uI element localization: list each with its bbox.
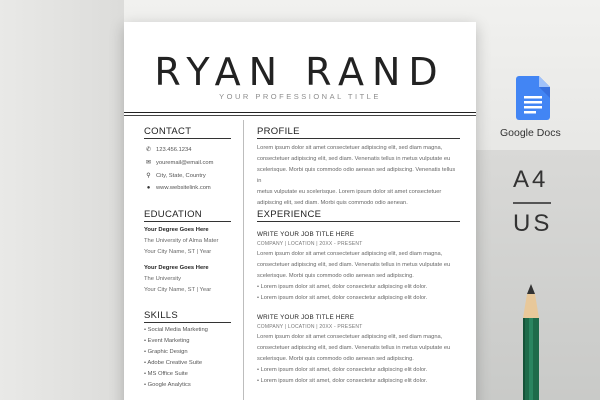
contact-heading: CONTACT bbox=[144, 126, 192, 137]
pencil-icon bbox=[516, 284, 546, 400]
experience-underline bbox=[257, 221, 460, 222]
skill-item: • Google Analytics bbox=[144, 382, 191, 388]
contact-website bbox=[144, 185, 211, 191]
job-description-2: Lorem ipsum dolor sit amet consectetuer adipiscing elit, sed diam magna, consectetuer adipiscing elit, sed diam. Venenatis tellus in metus vulputate eu scelerisque. Morbi quis commodo odio aenean sed adipiscing. • Lorem ipsum dolor sit amet, dolor consectetur adipiscing elit dolor. • Lorem ipsum dolor sit amet, dolor consectetur adipiscing elit dolor. bbox=[257, 332, 460, 387]
education-underline bbox=[144, 221, 231, 222]
contact-email bbox=[144, 159, 213, 166]
job-meta-2: COMPANY | LOCATION | 20XX - PRESENT bbox=[257, 324, 363, 330]
job-bullet: • Lorem ipsum dolor sit amet, dolor consectetur adipiscing elit dolor. bbox=[257, 294, 428, 301]
email-icon: ✉ bbox=[145, 160, 152, 166]
paper-size-divider bbox=[513, 202, 551, 204]
skill-item: • Adobe Creative Suite bbox=[144, 360, 203, 366]
job-meta-1: COMPANY | LOCATION | 20XX - PRESENT bbox=[257, 241, 363, 247]
location-icon: ⚲ bbox=[146, 173, 151, 179]
resume-sheet bbox=[124, 22, 476, 400]
contact-underline bbox=[144, 138, 231, 139]
location-text: City, State, Country bbox=[156, 172, 206, 179]
education-school-1: The University of Alma Mater bbox=[144, 238, 219, 244]
header-rule-bottom bbox=[124, 115, 476, 116]
contact-phone bbox=[144, 146, 191, 153]
education-place-1: Your City Name, ST | Year bbox=[144, 249, 212, 255]
job-bullet: • Lorem ipsum dolor sit amet, dolor consectetur adipiscing elit dolor. bbox=[257, 283, 428, 290]
paper-size-a4: A4 bbox=[513, 166, 549, 193]
google-docs-icon bbox=[516, 76, 550, 120]
website-text: www.websitelink.com bbox=[156, 185, 211, 191]
job-title-1: WRITE YOUR JOB TITLE HERE bbox=[257, 231, 355, 238]
phone-text: 123.456.1234 bbox=[156, 146, 192, 153]
experience-heading: EXPERIENCE bbox=[257, 209, 322, 220]
education-school-2: The University bbox=[144, 276, 182, 282]
google-docs-label: Google Docs bbox=[500, 127, 561, 139]
globe-icon: ● bbox=[146, 185, 151, 191]
education-heading: EDUCATION bbox=[144, 209, 202, 220]
skills-heading: SKILLS bbox=[144, 310, 179, 321]
job-bullet: • Lorem ipsum dolor sit amet, dolor consectetur adipiscing elit dolor. bbox=[257, 377, 428, 384]
column-divider bbox=[243, 120, 244, 400]
job-title-2: WRITE YOUR JOB TITLE HERE bbox=[257, 314, 355, 321]
skills-underline bbox=[144, 322, 231, 323]
skill-item: • Social Media Marketing bbox=[144, 327, 208, 333]
paper-size-us: US bbox=[513, 210, 553, 237]
job-description-1: Lorem ipsum dolor sit amet consectetuer adipiscing elit, sed diam magna, consectetuer adipiscing elit, sed diam. Venenatis tellus in metus vulputate eu scelerisque. Morbi quis commodo odio aenean sed adipiscing. • Lorem ipsum dolor sit amet, dolor consectetur adipiscing elit dolor. • Lorem ipsum dolor sit amet, dolor consectetur adipiscing elit dolor. bbox=[257, 249, 460, 304]
skill-item: • Event Marketing bbox=[144, 338, 190, 344]
phone-icon: ✆ bbox=[145, 147, 152, 153]
job-bullet: • Lorem ipsum dolor sit amet, dolor consectetur adipiscing elit dolor. bbox=[257, 366, 428, 373]
profile-heading: PROFILE bbox=[257, 126, 300, 137]
education-degree-2: Your Degree Goes Here bbox=[144, 265, 209, 271]
resume-name: RYAN RAND bbox=[154, 50, 446, 94]
education-degree-1: Your Degree Goes Here bbox=[144, 227, 209, 233]
profile-text: Lorem ipsum dolor sit amet consectetuer adipiscing elit, sed diam magna, consectetuer adipiscing elit, sed diam. Venenatis tellus in metus vulputate eu scelerisque. Morbi quis commodo odio aenean sed adipiscing. Venenatis tellus in metus vulputate eu scelerisque. Lorem ipsum dolor sit amet consectetuer adipiscing elit, sed diam. Morbi quis commodo odio aenean. bbox=[257, 145, 456, 206]
profile-underline bbox=[257, 138, 460, 139]
background-left bbox=[0, 0, 124, 400]
contact-location bbox=[144, 172, 206, 179]
skill-item: • MS Office Suite bbox=[144, 371, 188, 377]
education-place-2: Your City Name, ST | Year bbox=[144, 287, 212, 293]
header-rule-top bbox=[124, 112, 476, 113]
email-text: youremail@email.com bbox=[156, 159, 214, 166]
professional-title: YOUR PROFESSIONAL TITLE bbox=[219, 92, 381, 101]
skill-item: • Graphic Design bbox=[144, 349, 188, 355]
